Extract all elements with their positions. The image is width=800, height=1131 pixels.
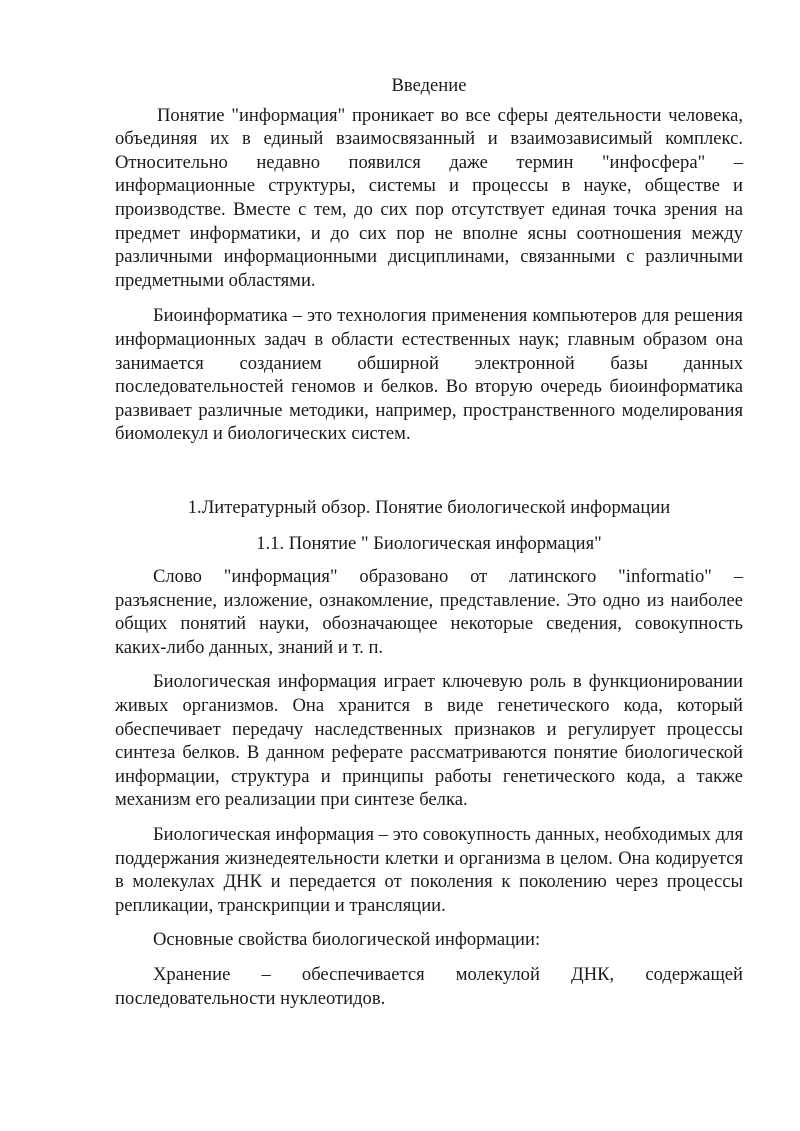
body-paragraph-1: Слово "информация" образовано от латинского "informatio" – разъяснение, изложение, ознакомление, представление. Это одно из наиболее общих понятий науки, обозначающее некоторые сведения, совокупность каких-либо данных, знаний и т. п. <box>115 566 743 658</box>
subsection-1-1-heading: 1.1. Понятие " Биологическая информация" <box>256 532 602 554</box>
document-page <box>115 74 743 1010</box>
intro-paragraph-2: Биоинформатика – это технология применения компьютеров для решения информационных задач в области естественных наук; главным образом она занимается созданием обширной электронной базы данных последовательностей геномов и белков. Во вторую очередь биоинформатика развивает различные методики, например, пространственного моделирования биомолекул и биологических систем. <box>115 305 743 445</box>
section-1-heading: 1.Литературный обзор. Понятие биологической информации <box>187 496 671 518</box>
intro-paragraph-1: Понятие "информация" проникает во все сферы деятельности человека, объединяя их в единый взаимосвязанный и взаимозависимый комплекс. Относительно недавно появился даже термин "инфосфера" – информационные структуры, системы и процессы в науке, обществе и производстве. Вместе с тем, до сих пор отсутствует единая точка зрения на предмет информатики, и до сих пор не вполне ясны соотношения между различными информационными дисциплинами, связанными с различными предметными областями. <box>115 104 743 291</box>
intro-heading: Введение <box>391 75 467 96</box>
body-paragraph-3: Биологическая информация – это совокупность данных, необходимых для поддержания жизнедеятельности клетки и организма в целом. Она кодируется в молекулах ДНК и передается от поколения к поколению через процессы репликации, транскрипции и трансляции. <box>115 824 743 916</box>
body-paragraph-5: Хранение – обеспечивается молекулой ДНК, содержащей последовательности нуклеотидов. <box>115 964 743 1009</box>
body-paragraph-4: Основные свойства биологической информации: <box>153 929 541 951</box>
body-paragraph-2: Биологическая информация играет ключевую роль в функционировании живых организмов. Она хранится в виде генетического кода, который обеспечивает передачу наследственных признаков и регулирует процессы синтеза белков. В данном реферате рассматриваются понятие биологической информации, структура и принципы работы генетического кода, а также механизм его реализации при синтезе белка. <box>115 671 743 811</box>
